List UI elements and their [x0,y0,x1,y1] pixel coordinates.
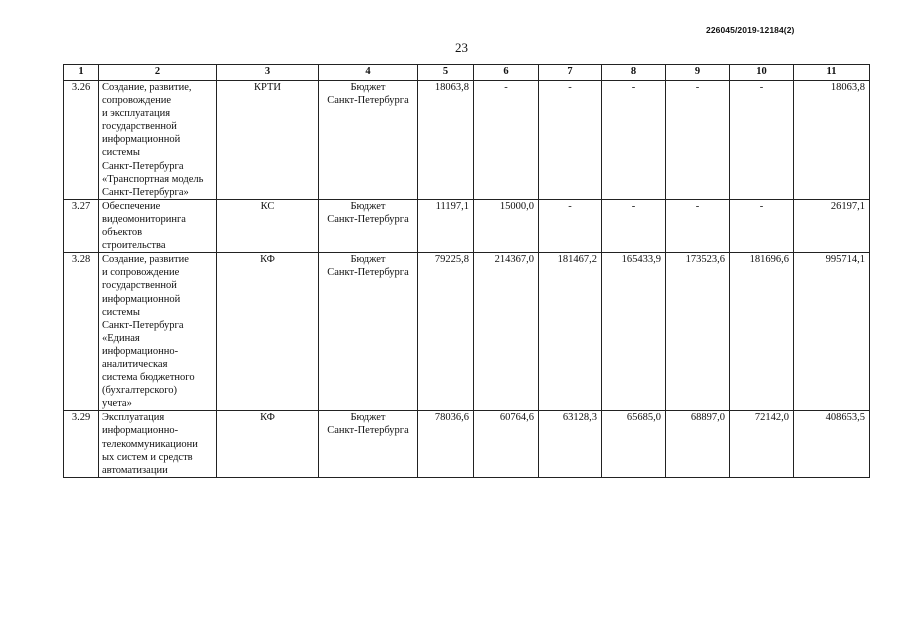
row-v7: - [539,81,602,200]
col-header: 3 [217,65,319,81]
row-source: Бюджет Санкт-Петербурга [319,199,418,252]
row-v9: - [666,81,730,200]
row-executor: КФ [217,253,319,411]
table-row [64,253,870,411]
row-v5: 11197,1 [418,199,474,252]
col-header: 10 [730,65,794,81]
row-v8: 165433,9 [602,253,666,411]
row-v5: 18063,8 [418,81,474,200]
row-v6: - [474,81,539,200]
row-v6: 60764,6 [474,411,539,477]
table-row [64,81,870,200]
row-v5: 79225,8 [418,253,474,411]
row-number: 3.28 [64,253,99,411]
row-source: Бюджет Санкт-Петербурга [319,411,418,477]
program-table [63,64,870,478]
row-name: Создание, развитие, сопровождение и эксплуатация государственной информационной системы Санкт-Петербурга «Транспортная модель Санкт-Петербурга» [99,81,217,200]
col-header: 6 [474,65,539,81]
row-source: Бюджет Санкт-Петербурга [319,81,418,200]
page-number: 23 [455,40,468,55]
row-executor: КС [217,199,319,252]
col-header: 8 [602,65,666,81]
row-v6: 214367,0 [474,253,539,411]
row-v5: 78036,6 [418,411,474,477]
document-id: 226045/2019-12184(2) [706,25,795,35]
row-v9: - [666,199,730,252]
row-number: 3.29 [64,411,99,477]
row-v11: 18063,8 [794,81,870,200]
row-v8: - [602,199,666,252]
row-v8: - [602,81,666,200]
row-v11: 408653,5 [794,411,870,477]
col-header: 5 [418,65,474,81]
row-name: Создание, развитие и сопровождение государственной информационной системы Санкт-Петербурга «Единая информационно- аналитическая система бюджетного (бухгалтерского) учета» [99,253,217,411]
col-header: 11 [794,65,870,81]
col-header: 2 [99,65,217,81]
table-row [64,411,870,477]
row-executor: КФ [217,411,319,477]
col-header: 1 [64,65,99,81]
row-v7: 181467,2 [539,253,602,411]
col-header: 7 [539,65,602,81]
row-executor: КРТИ [217,81,319,200]
row-v10: - [730,199,794,252]
col-header: 9 [666,65,730,81]
row-name: Эксплуатация информационно- телекоммуникациони ых систем и средств автоматизации [99,411,217,477]
row-v11: 26197,1 [794,199,870,252]
header-row [64,65,870,81]
row-source: Бюджет Санкт-Петербурга [319,253,418,411]
row-v9: 173523,6 [666,253,730,411]
row-v7: 63128,3 [539,411,602,477]
row-v9: 68897,0 [666,411,730,477]
row-v11: 995714,1 [794,253,870,411]
row-number: 3.26 [64,81,99,200]
col-header: 4 [319,65,418,81]
row-v8: 65685,0 [602,411,666,477]
table-row [64,199,870,252]
row-v6: 15000,0 [474,199,539,252]
row-v10: - [730,81,794,200]
row-v10: 181696,6 [730,253,794,411]
row-v10: 72142,0 [730,411,794,477]
row-number: 3.27 [64,199,99,252]
row-name: Обеспечение видеомониторинга объектов строительства [99,199,217,252]
row-v7: - [539,199,602,252]
